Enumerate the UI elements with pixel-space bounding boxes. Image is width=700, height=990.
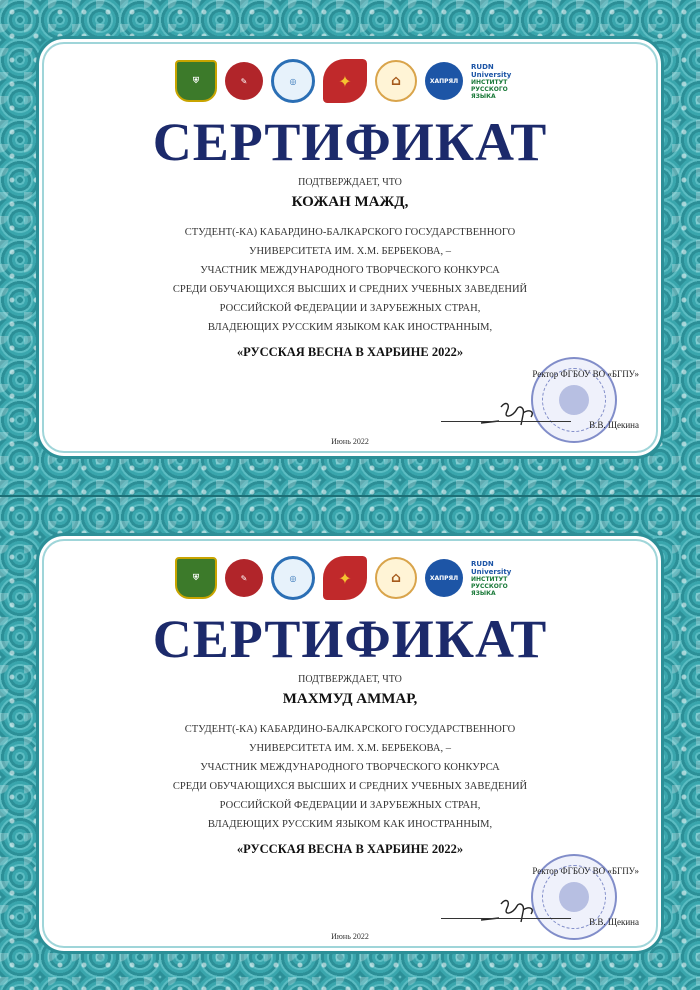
certificate-body xyxy=(39,720,661,834)
certificate-title: СЕРТИФИКАТ xyxy=(152,112,548,172)
harbin-university-logo-icon: ◎ xyxy=(271,59,315,103)
signature-line xyxy=(441,918,571,919)
body-line: ВЛАДЕЮЩИХ РУССКИМ ЯЗЫКОМ КАК ИНОСТРАННЫМ, xyxy=(207,819,493,830)
recipient-name: КОЖАН МАЖД, xyxy=(291,194,409,210)
body-line: УНИВЕРСИТЕТА ИМ. Х.М. БЕРБЕКОВА, – xyxy=(249,743,451,754)
khapryal-logo-icon: ХАПРЯЛ xyxy=(425,559,463,597)
contest-name: «РУССКАЯ ВЕСНА В ХАРБИНЕ 2022» xyxy=(236,842,464,856)
amur-region-emblem-icon: ⛨ xyxy=(175,60,217,102)
certificate-date: Июнь 2022 xyxy=(331,932,369,941)
logo-row xyxy=(39,59,661,103)
body-line: СТУДЕНТ(-КА) КАБАРДИНО-БАЛКАРСКОГО ГОСУДАРСТВЕННОГО xyxy=(184,227,516,238)
body-line: РОССИЙСКОЙ ФЕДЕРАЦИИ И ЗАРУБЕЖНЫХ СТРАН, xyxy=(219,303,481,314)
contest-name: «РУССКАЯ ВЕСНА В ХАРБИНЕ 2022» xyxy=(236,345,464,359)
recipient-name: МАХМУД АММАР, xyxy=(282,691,418,707)
confirm-text: ПОДТВЕРЖДАЕТ, ЧТО xyxy=(298,674,402,685)
signature xyxy=(479,399,549,429)
university-logo-red-icon: ✎ xyxy=(225,559,263,597)
khapryal-logo-icon: ХАПРЯЛ xyxy=(425,62,463,100)
body-line: ВЛАДЕЮЩИХ РУССКИМ ЯЗЫКОМ КАК ИНОСТРАННЫМ, xyxy=(207,322,493,333)
building-logo-icon: ⌂ xyxy=(375,60,417,102)
certificate-body xyxy=(39,223,661,337)
signature xyxy=(479,896,549,926)
certificate-panel xyxy=(36,36,664,459)
body-line: СРЕДИ ОБУЧАЮЩИХСЯ ВЫСШИХ И СРЕДНИХ УЧЕБНЫХ ЗАВЕДЕНИЙ xyxy=(172,284,528,295)
building-logo-icon: ⌂ xyxy=(375,557,417,599)
body-line: УНИВЕРСИТЕТА ИМ. Х.М. БЕРБЕКОВА, – xyxy=(249,246,451,257)
body-line: УЧАСТНИК МЕЖДУНАРОДНОГО ТВОРЧЕСКОГО КОНКУРСА xyxy=(200,265,500,276)
rudn-institute-logo-icon: RUDN University ИНСТИТУТ РУССКОГО ЯЗЫКА xyxy=(471,559,512,597)
firebird-logo-icon: ✦ xyxy=(323,59,367,103)
rector-title: Ректор ФГБОУ ВО «БГПУ» xyxy=(532,369,639,379)
certificate-panel xyxy=(36,533,664,954)
signature-line xyxy=(441,421,571,422)
firebird-logo-icon: ✦ xyxy=(323,556,367,600)
body-line: РОССИЙСКОЙ ФЕДЕРАЦИИ И ЗАРУБЕЖНЫХ СТРАН, xyxy=(219,800,481,811)
rudn-institute-logo-icon: RUDN University ИНСТИТУТ РУССКОГО ЯЗЫКА xyxy=(471,62,512,100)
certificate-2 xyxy=(0,495,700,990)
body-line: СТУДЕНТ(-КА) КАБАРДИНО-БАЛКАРСКОГО ГОСУДАРСТВЕННОГО xyxy=(184,724,516,735)
certificate-date: Июнь 2022 xyxy=(331,437,369,446)
rector-name: В.В. Щекина xyxy=(589,917,639,927)
logo-row xyxy=(39,556,661,600)
rector-name: В.В. Щекина xyxy=(589,420,639,430)
body-line: УЧАСТНИК МЕЖДУНАРОДНОГО ТВОРЧЕСКОГО КОНКУРСА xyxy=(200,762,500,773)
amur-region-emblem-icon: ⛨ xyxy=(175,557,217,599)
harbin-university-logo-icon: ◎ xyxy=(271,556,315,600)
body-line: СРЕДИ ОБУЧАЮЩИХСЯ ВЫСШИХ И СРЕДНИХ УЧЕБНЫХ ЗАВЕДЕНИЙ xyxy=(172,781,528,792)
rector-title: Ректор ФГБОУ ВО «БГПУ» xyxy=(532,866,639,876)
confirm-text: ПОДТВЕРЖДАЕТ, ЧТО xyxy=(298,177,402,188)
university-logo-red-icon: ✎ xyxy=(225,62,263,100)
certificate-title: СЕРТИФИКАТ xyxy=(152,609,548,669)
